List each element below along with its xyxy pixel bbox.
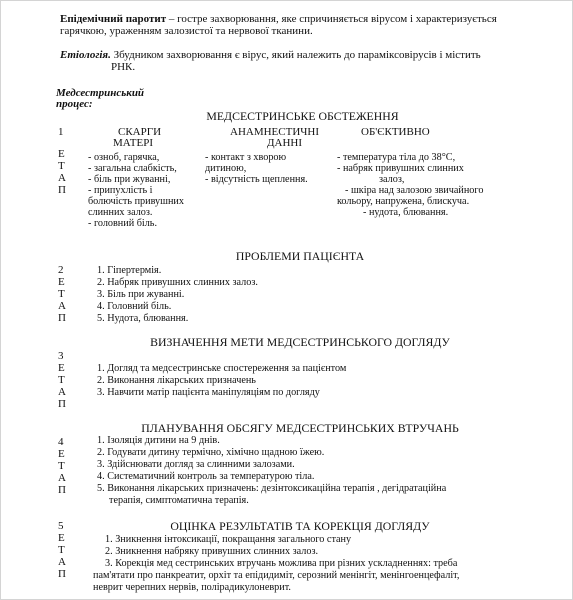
complaints-header-2: МАТЕРІ <box>113 137 153 149</box>
list-item: - набряк привушних слинних <box>337 163 464 174</box>
section5-title: ОЦІНКА РЕЗУЛЬТАТІВ ТА КОРЕКЦІЯ ДОГЛЯДУ <box>170 519 430 533</box>
list-item: 2. Зникнення набряку привушних слинних залоз. <box>105 546 319 557</box>
section3-list <box>97 363 346 399</box>
list-item: - припухлість і <box>88 185 153 196</box>
section-number: 5 <box>58 520 64 532</box>
objective-header: ОБ'ЄКТИВНО <box>361 126 430 138</box>
section-letter: Т <box>58 160 65 172</box>
list-item: болючість привушних <box>88 196 184 207</box>
section-letter: А <box>58 386 66 398</box>
section5-list <box>105 534 457 570</box>
section5-list-continued <box>93 570 459 594</box>
section3-title: ВИЗНАЧЕННЯ МЕТИ МЕДСЕСТРИНСЬКОГО ДОГЛЯДУ <box>150 335 450 349</box>
list-item: 3. Біль при жуванні. <box>97 289 185 300</box>
list-item: неврит черепних нервів, полірадикулоневрит. <box>93 582 291 593</box>
section-number: 4 <box>58 436 64 448</box>
anamnesis-list <box>205 152 308 185</box>
section-letter: П <box>58 398 66 410</box>
section-letter: Е <box>58 532 65 544</box>
section2-letters <box>58 264 66 324</box>
section-letter: Е <box>58 276 65 288</box>
section-letter: А <box>58 172 66 184</box>
process-label-1: Медсестринський <box>56 87 145 99</box>
objective-list <box>337 152 483 218</box>
anamnesis-header-2: ДАННІ <box>267 137 302 149</box>
list-item: пам'ятати про панкреатит, орхіт та епідидиміт, серозний менінгіт, менінгоенцефаліт, <box>93 570 460 581</box>
section-letter: П <box>58 484 66 496</box>
list-item: 1. Гіпертермія. <box>97 265 162 276</box>
section5-letters <box>58 520 66 580</box>
list-item: 2. Набряк привушних слинних залоз. <box>97 277 258 288</box>
list-item: - озноб, гарячка, <box>88 152 160 163</box>
list-item: залоз, <box>379 174 405 185</box>
etiology-text-2: РНК. <box>111 61 136 73</box>
section-number: 3 <box>58 350 64 362</box>
list-item: - температура тіла до 38°С, <box>337 152 456 163</box>
etiology-line-1 <box>60 49 481 61</box>
list-item: 1. Догляд та медсестринське спостереження за пацієнтом <box>97 363 347 374</box>
list-item: 1. Ізоляція дитини на 9 днів. <box>97 435 220 446</box>
section1-letters <box>58 148 66 196</box>
intro-definition-2: гарячкою, ураженням залозистої та нервової тканини. <box>60 25 313 37</box>
section4-title: ПЛАНУВАННЯ ОБСЯГУ МЕДСЕСТРИНСЬКИХ ВТРУЧАНЬ <box>141 421 459 435</box>
intro-term: Епідемічний паротит <box>60 13 167 25</box>
list-item: 5. Виконання лікарських призначень: дезінтоксикаційна терапія , дегідратаційна <box>97 483 447 494</box>
etiology-text-1: Збудником захворювання є вірус, який належить до параміксовірусів і містить <box>110 49 481 61</box>
section-letter: П <box>58 184 66 196</box>
section-letter: Е <box>58 148 65 160</box>
section1-title: МЕДСЕСТРИНСЬКЕ ОБСТЕЖЕННЯ <box>206 109 399 123</box>
section-letter: П <box>58 568 66 580</box>
list-item: слинних залоз. <box>88 207 153 218</box>
intro-line-1 <box>60 13 497 25</box>
section-letter: Т <box>58 460 65 472</box>
section2-list <box>97 265 258 325</box>
section-letter: А <box>58 300 66 312</box>
complaints-list <box>88 152 184 229</box>
list-item: - загальна слабкість, <box>88 163 177 174</box>
process-label-2: процес: <box>56 98 93 110</box>
section3-letters <box>58 350 66 410</box>
list-item: - відсутність щеплення. <box>205 174 308 185</box>
section-letter: Е <box>58 362 65 374</box>
list-item: дитиною, <box>205 163 247 174</box>
list-item: - головний біль. <box>88 218 158 229</box>
section-letter: А <box>58 472 66 484</box>
section-letter: Т <box>58 374 65 386</box>
list-item: 3. Корекція мед сестринських втручань можлива при різних ускладненнях: треба <box>105 558 458 569</box>
list-item: 4. Систематичний контроль за температурою тіла. <box>97 471 315 482</box>
list-item: 5. Нудота, блювання. <box>97 313 189 324</box>
section-letter: Т <box>58 288 65 300</box>
list-item: 3. Навчити матір пацієнта маніпуляціям по догляду <box>97 387 320 398</box>
list-item: 2. Виконання лікарських призначень <box>97 375 256 386</box>
list-item: - контакт з хворою <box>205 152 287 163</box>
list-item: - шкіра над залозою звичайного <box>345 185 484 196</box>
section-number: 2 <box>58 264 64 276</box>
list-item: кольору, напружена, блискуча. <box>337 196 470 207</box>
section4-list <box>97 435 446 507</box>
list-item: 3. Здійснювати догляд за слинними залозами. <box>97 459 295 470</box>
list-item: - біль при жуванні, <box>88 174 171 185</box>
complaints-header-1: СКАРГИ <box>118 126 162 138</box>
section2-title: ПРОБЛЕМИ ПАЦІЄНТА <box>235 249 365 263</box>
list-item: - нудота, блювання. <box>363 207 449 218</box>
list-item: терапія, симптоматична терапія. <box>109 495 249 506</box>
section-letter: А <box>58 556 66 568</box>
list-item: 1. Зникнення інтоксикації, покращання загального стану <box>105 534 352 545</box>
section-letter: П <box>58 312 66 324</box>
section1-number: 1 <box>58 126 64 138</box>
section-letter: Т <box>58 544 65 556</box>
section-letter: Е <box>58 448 65 460</box>
etiology-label: Етіологія. <box>60 49 111 61</box>
intro-definition-1: – гостре захворювання, яке спричиняється вірусом і характеризується <box>166 13 497 25</box>
list-item: 2. Годувати дитину термічно, хімічно щадною їжею. <box>97 447 325 458</box>
section4-letters <box>58 436 66 496</box>
anamnesis-header-1: АНАМНЕСТИЧНІ <box>230 126 320 138</box>
list-item: 4. Головний біль. <box>97 301 172 312</box>
